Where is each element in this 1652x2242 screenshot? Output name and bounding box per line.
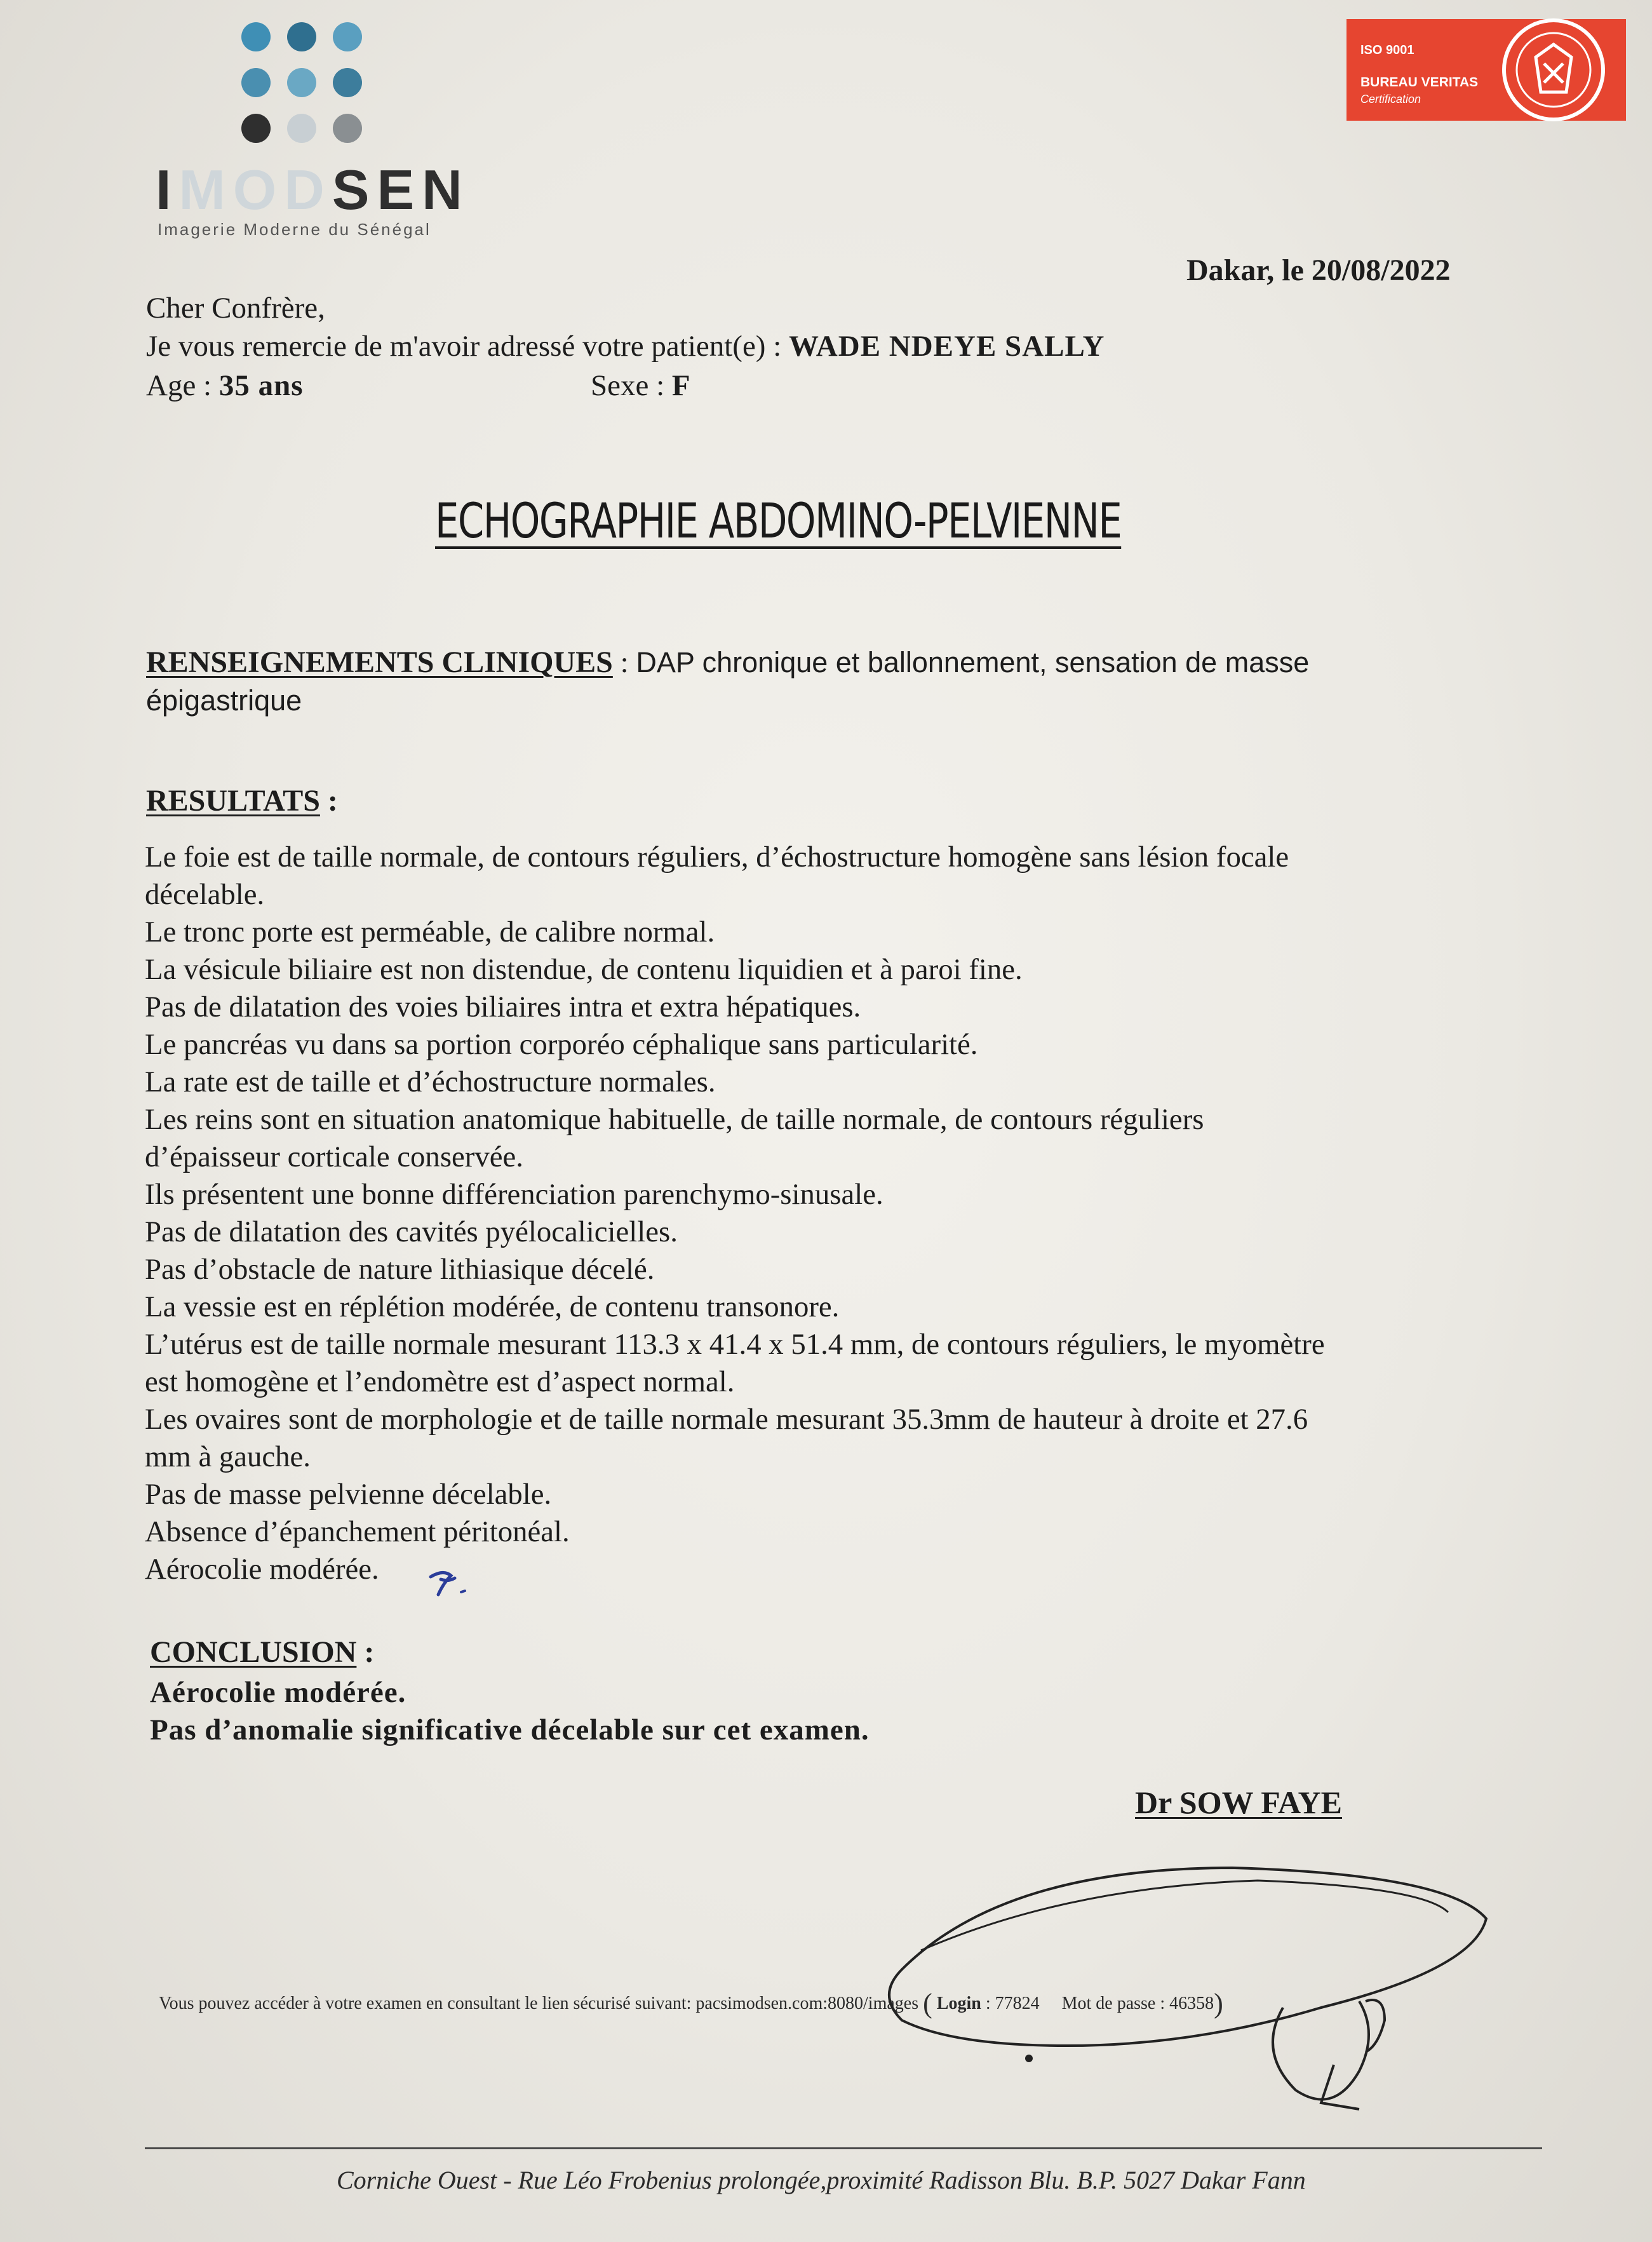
login-value: 77824: [995, 1994, 1040, 2013]
paren-close: ): [1214, 1988, 1223, 2019]
results-line: Le pancréas vu dans sa portion corporéo céphalique sans particularité.: [145, 1028, 978, 1061]
logo-letter-i: I: [156, 158, 179, 221]
conclusion-line: Pas d’anomalie significative décelable sur cet examen.: [150, 1713, 870, 1746]
imodsen-logo-wordmark: [156, 158, 470, 222]
greeting: Cher Confrère,: [146, 292, 325, 325]
clinical-text-line2: épigastrique: [146, 684, 302, 717]
report-date: Dakar, le 20/08/2022: [1186, 253, 1451, 287]
bureau-veritas-seal-icon: [1496, 13, 1611, 127]
doctor-signature-icon: [876, 1842, 1512, 2147]
sex-value: F: [671, 369, 691, 402]
online-access-info: Vous pouvez accéder à votre examen en consultant le lien sécurisé suivant: pacsimodsen.com:8080/images ( Login : 77824 Mot de passe : 46358): [159, 1988, 1223, 2019]
login-label: Login: [936, 1994, 981, 2013]
access-text: Vous pouvez accéder à votre examen en consultant le lien sécurisé suivant: pacsimodsen.com:8080/images: [159, 1994, 919, 2013]
clinical-text-line1: DAP chronique et ballonnement, sensation de masse: [636, 646, 1310, 679]
results-line: Pas de masse pelvienne décelable.: [145, 1478, 552, 1511]
results-line: décelable.: [145, 878, 265, 911]
conclusion-body: [150, 1674, 870, 1749]
logo-tagline: Imagerie Moderne du Sénégal: [158, 220, 431, 239]
patient-sex: [591, 368, 691, 403]
doctor-name: Dr SOW FAYE: [1135, 1785, 1343, 1820]
logo-dot: [287, 114, 316, 143]
clinical-heading: RENSEIGNEMENTS CLINIQUES: [146, 645, 613, 679]
logo-dot: [241, 68, 271, 97]
logo-dot: [287, 68, 316, 97]
logo-dot: [333, 68, 362, 97]
handwritten-ink-mark-icon: [424, 1564, 469, 1602]
cert-subtitle: Certification: [1360, 93, 1421, 105]
logo-dot: [241, 114, 271, 143]
footer-address: Corniche Ouest - Rue Léo Frobenius prolongée,proximité Radisson Blu. B.P. 5027 Dakar Fann: [337, 2166, 1306, 2194]
clinical-separator: :: [612, 646, 629, 679]
results-heading-suffix: :: [319, 784, 338, 818]
imodsen-logo-dots: [241, 22, 375, 156]
results-line: Pas de dilatation des cavités pyélocalicielles.: [145, 1215, 678, 1248]
results-line: Les reins sont en situation anatomique habituelle, de taille normale, de contours réguliers: [145, 1103, 1204, 1136]
logo-dot: [287, 22, 316, 51]
conclusion-heading-suffix: :: [356, 1635, 375, 1669]
results-heading-row: [146, 783, 338, 818]
results-line: Ils présentent une bonne différenciation parenchymo-sinusale.: [145, 1178, 883, 1211]
results-line: L’utérus est de taille normale mesurant 113.3 x 41.4 x 51.4 mm, de contours réguliers, le myomètre: [145, 1328, 1325, 1361]
patient-name: WADE NDEYE SALLY: [789, 330, 1105, 363]
cert-standard: ISO 9001: [1360, 43, 1414, 57]
results-line: La rate est de taille et d’échostructure normales.: [145, 1065, 716, 1098]
footer-rule: [145, 2147, 1542, 2149]
cert-name: BUREAU VERITAS: [1360, 75, 1479, 90]
results-line: Les ovaires sont de morphologie et de taille normale mesurant 35.3mm de hauteur à droite et 27.6: [145, 1403, 1308, 1436]
bureau-veritas-badge: [1346, 19, 1626, 121]
paren-open: (: [923, 1988, 932, 2019]
results-line: mm à gauche.: [145, 1440, 311, 1473]
password-value: 46358: [1169, 1994, 1214, 2013]
logo-dot: [241, 22, 271, 51]
results-line: Aérocolie modérée.: [145, 1553, 379, 1586]
conclusion-heading: CONCLUSION: [150, 1635, 357, 1669]
patient-intro: [146, 329, 1105, 363]
results-line: d’épaisseur corticale conservée.: [145, 1140, 523, 1173]
results-line: Pas de dilatation des voies biliaires intra et extra hépatiques.: [145, 990, 861, 1023]
password-label: Mot de passe: [1061, 1994, 1156, 2013]
results-line: La vésicule biliaire est non distendue, de contenu liquidien et à paroi fine.: [145, 953, 1023, 986]
results-line: Le tronc porte est perméable, de calibre normal.: [145, 915, 715, 949]
exam-title: ECHOGRAPHIE ABDOMINO-PELVIENNE: [435, 492, 1122, 549]
logo-letters-sen: SEN: [332, 158, 470, 221]
conclusion-line: Aérocolie modérée.: [150, 1676, 406, 1709]
results-line: Le foie est de taille normale, de contours réguliers, d’échostructure homogène sans lésion focale: [145, 841, 1289, 874]
conclusion-heading-row: [150, 1635, 374, 1670]
logo-dot: [333, 114, 362, 143]
age-label: Age :: [146, 369, 212, 402]
logo-faint-letters: MOD: [178, 158, 332, 221]
clinical-info: [146, 645, 1309, 680]
results-line: est homogène et l’endomètre est d’aspect normal.: [145, 1365, 735, 1398]
sex-label: Sexe :: [591, 369, 665, 402]
age-value: 35 ans: [218, 369, 304, 402]
intro-text: Je vous remercie de m'avoir adressé votre patient(e) :: [146, 330, 782, 363]
results-heading: RESULTATS: [146, 784, 320, 818]
results-line: Absence d’épanchement péritonéal.: [145, 1515, 570, 1548]
logo-dot: [333, 22, 362, 51]
results-line: La vessie est en réplétion modérée, de contenu transonore.: [145, 1290, 840, 1323]
patient-age: [146, 368, 304, 403]
results-line: Pas d’obstacle de nature lithiasique décelé.: [145, 1253, 655, 1286]
results-body: [145, 839, 1555, 1588]
